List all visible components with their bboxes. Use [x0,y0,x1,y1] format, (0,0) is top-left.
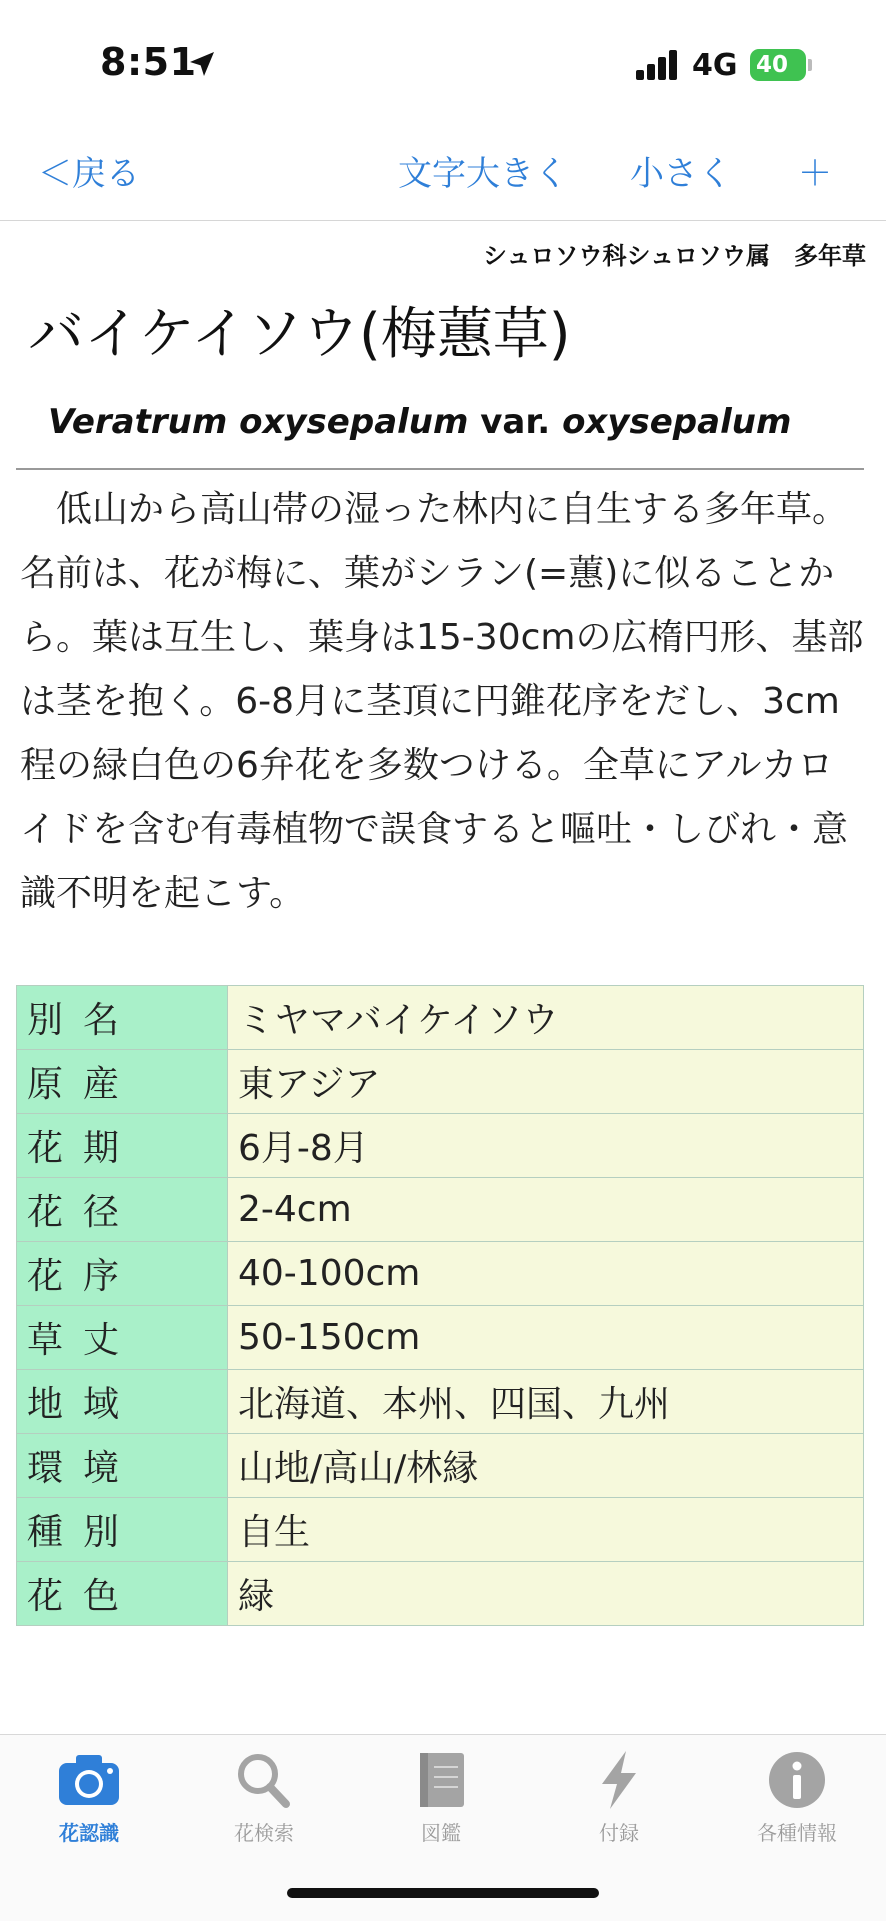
row-label: 原産 [17,1050,228,1114]
row-value: 東アジア [228,1050,864,1114]
scientific-name [48,402,791,442]
row-label: 草丈 [17,1306,228,1370]
table-row [17,1050,864,1114]
text-larger-button[interactable]: 文字大きく [398,154,568,194]
table-row [17,1178,864,1242]
row-label: 別名 [17,986,228,1050]
row-value: 山地/高山/林縁 [228,1434,864,1498]
camera-icon [54,1749,124,1811]
row-value: 北海道、本州、四国、九州 [228,1370,864,1434]
tab-flower-search[interactable] [189,1749,339,1859]
sci-rank: var. [480,402,551,442]
table-row [17,1498,864,1562]
tab-appendix[interactable] [544,1749,694,1859]
info-icon [762,1749,832,1811]
signal-icon [636,50,680,80]
tab-information[interactable] [722,1749,872,1859]
nav-bar [0,130,886,221]
status-bar [0,0,886,130]
row-label: 花序 [17,1242,228,1306]
back-button[interactable]: ＜戻る [38,154,140,194]
tab-label: 図鑑 [421,1821,461,1845]
home-indicator[interactable] [287,1888,599,1898]
tab-label: 花認識 [59,1821,119,1845]
battery-icon [750,49,806,81]
table-row [17,1114,864,1178]
row-value: 40-100cm [228,1242,864,1306]
row-label: 花期 [17,1114,228,1178]
plant-family: シュロソウ科シュロソウ属 多年草 [482,242,866,270]
tab-label: 各種情報 [757,1821,837,1845]
tab-label: 付録 [599,1821,639,1845]
plant-name: バイケイソウ(梅蕙草) [28,302,571,367]
tab-flower-recognition[interactable] [14,1749,164,1859]
plant-description: 低山から高山帯の湿った林内に自生する多年草。名前は、花が梅に、葉がシラン(=蕙)に似ることから。葉は互生し、葉身は15-30cmの広楕円形、基部は茎を抱く。6-8月に茎頂に円錐花序をだし、3cm程の緑白色の6弁花を多数つける。全草にアルカロイドを含む有毒植物で誤食すると嘔吐・しびれ・意識不明を起こす。 [20,489,864,914]
magnifier-icon [229,1749,299,1811]
row-value: 50-150cm [228,1306,864,1370]
tab-label: 花検索 [234,1821,294,1845]
info-table [16,985,864,1626]
location-arrow-icon [186,48,218,80]
sci-genus-species: Veratrum oxysepalum [48,402,469,442]
table-row [17,1370,864,1434]
table-row [17,1434,864,1498]
table-row [17,986,864,1050]
network-type: 4G [692,48,738,83]
row-label: 花色 [17,1562,228,1626]
row-value: 2-4cm [228,1178,864,1242]
tab-encyclopedia[interactable] [366,1749,516,1859]
row-label: 花径 [17,1178,228,1242]
row-value: 緑 [228,1562,864,1626]
row-value: 自生 [228,1498,864,1562]
row-value: 6月-8月 [228,1114,864,1178]
row-label: 環境 [17,1434,228,1498]
row-label: 種別 [17,1498,228,1562]
text-smaller-button[interactable]: 小さく [630,154,732,194]
table-row [17,1242,864,1306]
battery-level: 40 [756,52,789,78]
add-button[interactable]: ＋ [798,154,832,194]
row-label: 地域 [17,1370,228,1434]
table-row [17,1306,864,1370]
sci-variety: oxysepalum [562,402,792,442]
book-icon [406,1749,476,1811]
status-time: 8:51 [100,40,197,84]
table-row [17,1562,864,1626]
row-value: ミヤマバイケイソウ [228,986,864,1050]
divider [16,468,864,470]
lightning-icon [584,1749,654,1811]
battery-tip [808,59,812,71]
